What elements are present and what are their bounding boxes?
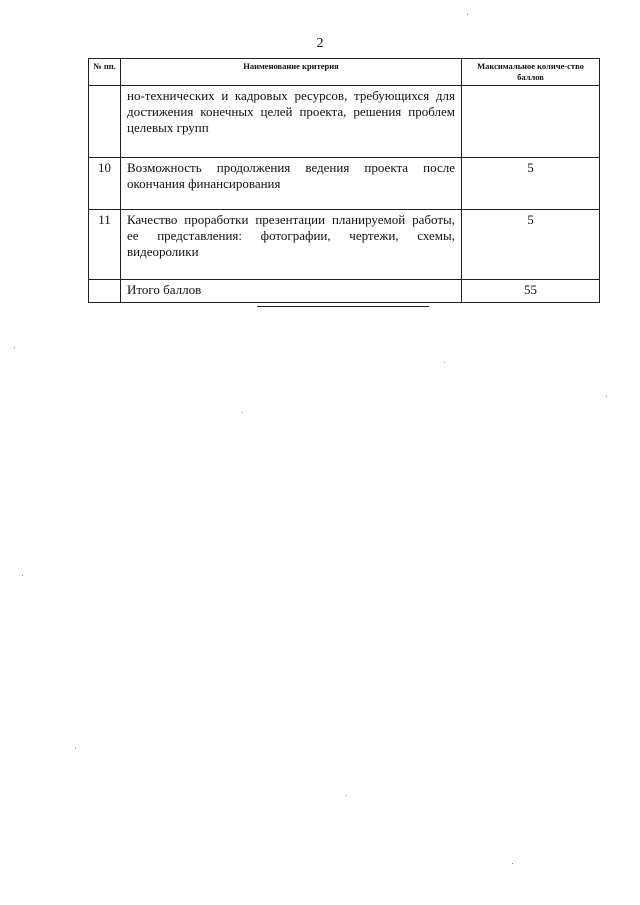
- header-criterion-name: Наименование критерия: [121, 59, 462, 86]
- scan-speck: [444, 362, 445, 363]
- table-header-row: [89, 59, 600, 86]
- scan-speck: [467, 14, 468, 15]
- scan-speck: [22, 575, 23, 576]
- row-number: 11: [89, 210, 121, 280]
- scan-speck: [512, 863, 513, 864]
- row-max-score: 5: [462, 210, 600, 280]
- page-number: 2: [316, 36, 324, 51]
- row-criterion-name: Возможность продолжения ведения проекта после окончания финансирования: [121, 158, 462, 210]
- row-max-score: 5: [462, 158, 600, 210]
- row-criterion-name: но-технических и кадровых ресурсов, требующихся для достижения конечных целей проекта, решения проблем целевых групп: [121, 86, 462, 158]
- header-number: № пп.: [89, 59, 121, 86]
- scan-speck: [606, 396, 607, 397]
- table-row: [89, 210, 600, 280]
- row-number: 10: [89, 158, 121, 210]
- total-score: 55: [462, 280, 600, 303]
- row-criterion-name: Качество проработки презентации планируемой работы, ее представления: фотографии, чертежи, схемы, видеоролики: [121, 210, 462, 280]
- scan-speck: [242, 412, 243, 413]
- table-row: [89, 86, 600, 158]
- table-total-row: [89, 280, 600, 303]
- total-label: Итого баллов: [121, 280, 462, 303]
- row-number: [89, 86, 121, 158]
- total-number-cell: [89, 280, 121, 303]
- criteria-table: [88, 58, 600, 303]
- scan-speck: [75, 748, 76, 749]
- header-max-score: Максимальное количе-ство баллов: [462, 59, 600, 86]
- table-row: [89, 158, 600, 210]
- separator-line: [257, 306, 429, 307]
- row-max-score: [462, 86, 600, 158]
- scan-speck: [14, 347, 15, 348]
- scan-speck: [346, 795, 347, 796]
